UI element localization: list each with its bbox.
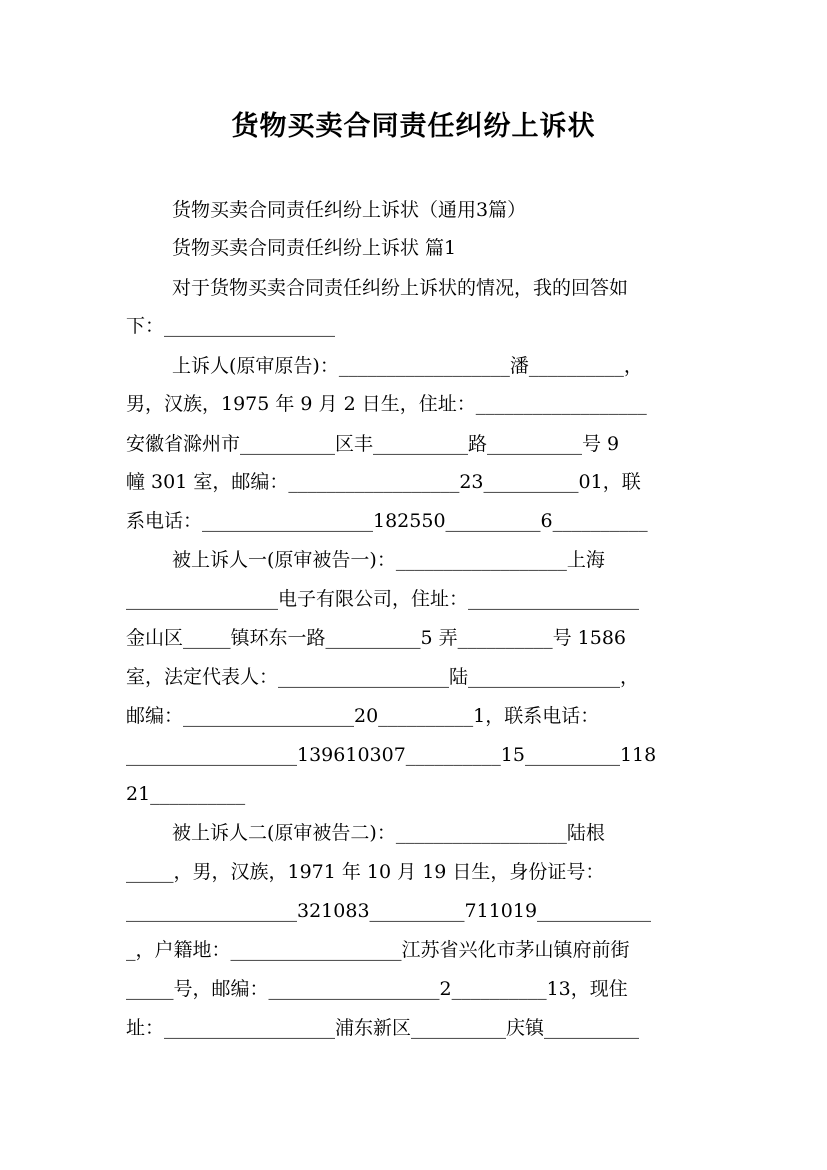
doc-line: 对于货物买卖合同责任纠纷上诉状的情况，我的回答如: [172, 277, 629, 299]
doc-line: 金山区_____镇环东一路__________5 弄__________号 1586: [126, 627, 627, 649]
doc-line: __________________139610307__________15__________118: [126, 744, 657, 766]
doc-line: 被上诉人一(原审被告一)：__________________上海: [172, 549, 605, 571]
document-title: 货物买卖合同责任纠纷上诉状: [231, 111, 596, 142]
doc-line: 址：__________________浦东新区__________庆镇__________: [126, 1017, 640, 1039]
doc-line: 系电话：__________________182550__________6__________: [126, 510, 648, 532]
doc-line: 货物买卖合同责任纠纷上诉状 篇1: [172, 237, 457, 259]
doc-line: ________________电子有限公司，住址：__________________: [126, 588, 640, 610]
doc-line: 货物买卖合同责任纠纷上诉状（通用3篇）: [172, 199, 527, 221]
doc-line: 21__________: [126, 783, 246, 805]
doc-line: __________________321083__________711019____________: [126, 900, 652, 922]
doc-line: 上诉人(原审原告)：__________________潘__________，: [172, 355, 643, 377]
doc-line: 幢 301 室，邮编：__________________23__________01，联: [126, 471, 641, 493]
doc-line: 下：__________________: [126, 315, 336, 337]
doc-line: 邮编：__________________20__________1，联系电话：: [126, 705, 600, 727]
doc-line: 男，汉族，1975 年 9 月 2 日生，住址：__________________: [126, 393, 647, 415]
doc-line: 室，法定代表人：__________________陆________________，: [126, 666, 640, 688]
doc-line: _____，男，汉族，1971 年 10 月 19 日生，身份证号：: [126, 861, 605, 883]
doc-line: _，户籍地：__________________江苏省兴化市茅山镇府前街: [126, 939, 630, 961]
doc-line: _____号，邮编：__________________2__________13，现住: [126, 978, 628, 1000]
doc-line: 被上诉人二(原审被告二)：__________________陆根: [172, 822, 605, 844]
doc-line: 安徽省滁州市__________区丰__________路__________号 9: [126, 433, 620, 455]
